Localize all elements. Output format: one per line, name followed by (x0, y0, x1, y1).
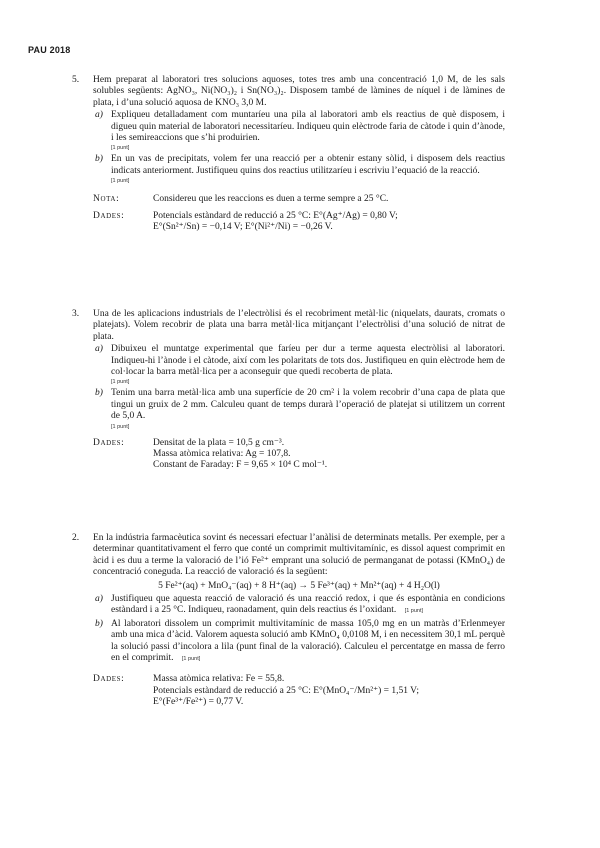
part-text: Dibuixeu el muntatge experimental que faríeu per dur a terme aquesta electròlisi al laboratori. Indiqueu-hi l’ànode i el càtode, així com les polaritats de tots dos. Justifiqueu en quin elèctrode hem de col·locar la barra metàl·lica per a aconseguir que quedi recoberta de plata. (111, 344, 505, 378)
points-label: [1 punt] (111, 423, 130, 430)
data-row (93, 674, 505, 708)
data-line: Massa atòmica relativa: Fe = 55,8. (153, 674, 285, 685)
data-row (93, 438, 505, 472)
part-label: a) (95, 110, 103, 121)
question-3 (72, 309, 505, 472)
part-label: a) (95, 594, 103, 605)
question-5 (72, 75, 505, 233)
data-label: Dades: (93, 437, 125, 448)
data-label: Dades: (93, 674, 125, 685)
data-line: Massa atòmica relativa: Ag = 107,8. (153, 449, 291, 460)
points-label: [1 punt] (111, 145, 130, 152)
data-line: Constant de Faraday: F = 9,65 × 10⁴ C mol⁻¹. (153, 460, 328, 471)
data-line: Potencials estàndard de reducció a 25 °C: E°(MnO₄⁻/Mn²⁺) = 1,51 V; (153, 685, 419, 696)
question-number: 5. (72, 75, 80, 85)
part-text: Justifiqueu que aquesta reacció de valoració és una reacció redox, i que és espontània en condicions estàndard i a 25 °C. Indiqueu, raonadament, quin dels reactius és l’oxidant. (111, 594, 505, 616)
note-label: Nota: (93, 194, 120, 205)
part-b (93, 154, 505, 186)
data-label: Dades: (93, 210, 125, 221)
question-intro: Una de les aplicacions industrials de l’electròlisi és el recobriment metàl·lic (niquelats, daurats, cromats o platejats). Volem recobrir de plata una barra metàl·lica mitjançant l’electròlisi d’una solució de nitrat de plata. (93, 309, 505, 342)
data-line: E°(Sn²⁺/Sn) = −0,14 V; E°(Ni²⁺/Ni) = −0,26 V. (153, 222, 333, 233)
part-a (93, 594, 505, 618)
titration-equation: 5 Fe²⁺(aq) + MnO₄⁻(aq) + 8 H⁺(aq) → 5 Fe³⁺(aq) + Mn²⁺(aq) + 4 H₂O(l) (158, 580, 440, 591)
data-line: Densitat de la plata = 10,5 g cm⁻³. (153, 437, 285, 448)
question-number: 2. (72, 533, 80, 543)
question-2 (72, 533, 505, 709)
points-label: [1 punt] (181, 656, 201, 663)
part-text: Al laboratori dissolem un comprimit multivitamínic de massa 105,0 mg en un matràs d’Erlenmeyer amb una mica d’àcid. Valorem aquesta solució amb KMnO₄ 0,0108 M, i en necessitem 30,1 mL perquè la solució passi d’incolora a lila (punt final de la valoració). Calculeu el percentatge en massa de ferro en el comprimit. (111, 618, 505, 664)
points-label: [1 punt] (404, 608, 424, 615)
part-label: b) (95, 618, 103, 629)
data-row (93, 211, 505, 234)
part-text: Tenim una barra metàl·lica amb una superfície de 20 cm² i la volem recobrir d’una capa de plata que tingui un gruix de 2 mm. Calculeu quant de temps durarà l’operació de platejat si utilitzem un corrent de 5,0 A. (111, 388, 505, 422)
question-intro: Hem preparat al laboratori tres solucions aquoses, totes tres amb una concentració 1,0 M, de les sals solubles següents: AgNO₃, Ni(NO₃)₂ i Sn(NO₃)₂. Disposem també de làmines de níquel i de làmines de plata, i d’una solució aquosa de KNO₃ 3,0 M. (93, 75, 505, 108)
note-row (93, 194, 505, 205)
question-number: 3. (72, 309, 80, 319)
part-text: En un vas de precipitats, volem fer una reacció per a obtenir estany sòlid, i disposem dels reactius indicats anteriorment. Justifiqueu quins dos reactius utilitzaríeu i escriviu l’equació de la reacció. (111, 154, 505, 176)
part-label: b) (95, 388, 103, 399)
part-label: a) (95, 344, 103, 355)
part-a (93, 344, 505, 387)
data-line: Potencials estàndard de reducció a 25 °C: E°(Ag⁺/Ag) = 0,80 V; (153, 210, 398, 221)
part-label: b) (95, 154, 103, 165)
part-b (93, 388, 505, 431)
exam-header: PAU 2018 (28, 45, 71, 55)
question-intro: En la indústria farmacèutica sovint és necessari efectuar l’anàlisi de determinats metalls. Per exemple, per a determinar quantitativament el ferro que conté un comprimit multivitamínic, es dissol aquest comprimit en àcid i es duu a terme la valoració de l’ió Fe²⁺ emprant una solució de permanganat de potassi (KMnO₄) de concentració coneguda. La reacció de valoració és la següent: (93, 533, 505, 578)
part-text: Expliqueu detalladament com muntaríeu una pila al laboratori amb els reactius de què disposem, i digueu quin material de laboratori necessitaríeu. Indiqueu quin elèctrode faria de càtode i quin d’ànode, i les semireaccions que s’hi produirien. (111, 110, 505, 144)
note-text: Considereu que les reaccions es duen a terme sempre a 25 °C. (153, 194, 389, 205)
points-label: [1 punt] (111, 379, 130, 386)
part-b (93, 619, 505, 666)
points-label: [1 punt] (111, 178, 130, 185)
part-a (93, 110, 505, 153)
data-line: E°(Fe³⁺/Fe²⁺) = 0,77 V. (153, 697, 244, 708)
